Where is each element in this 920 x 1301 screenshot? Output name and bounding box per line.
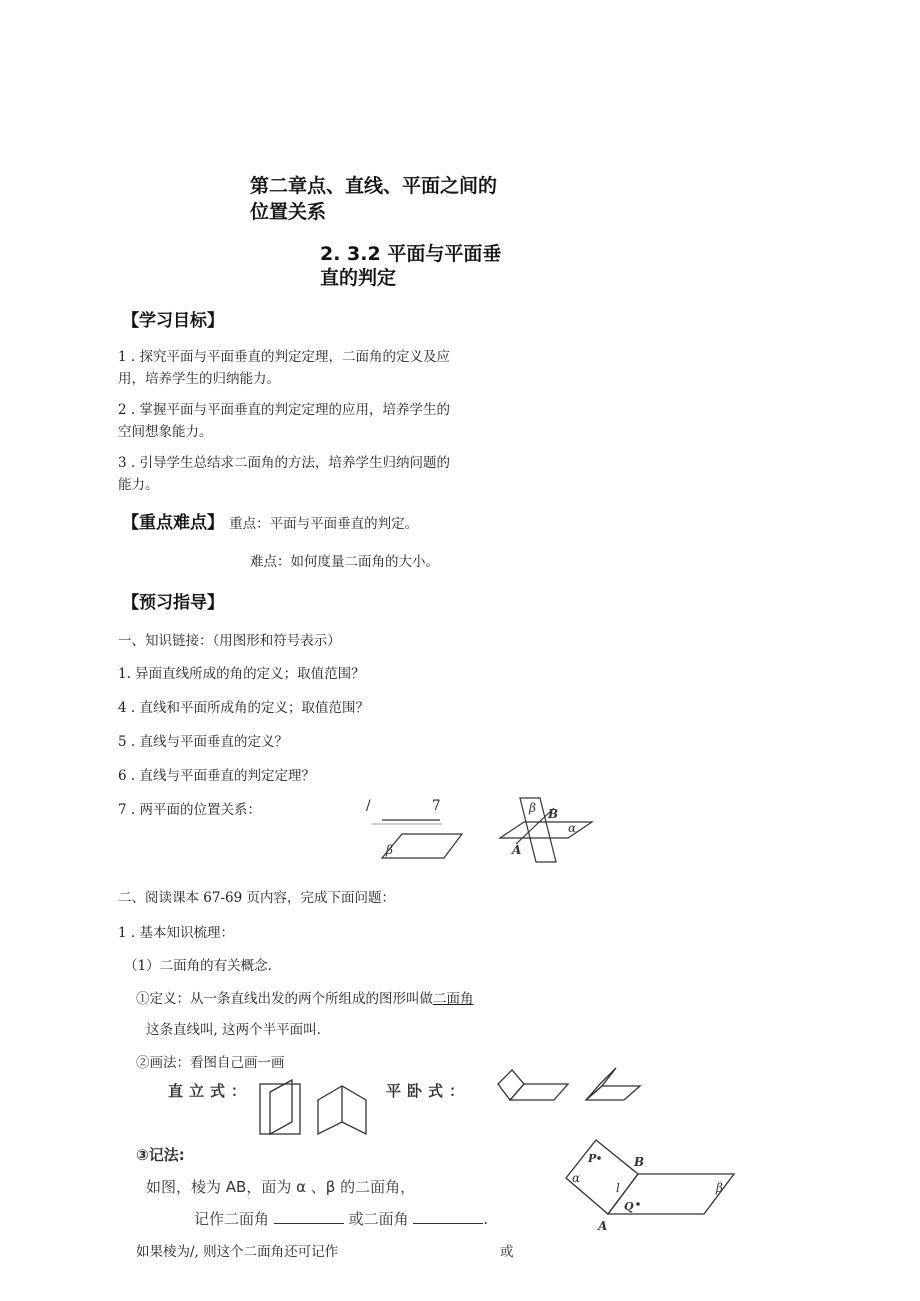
key-points-heading: 【重点难点】 xyxy=(122,513,224,533)
key-points-row xyxy=(122,508,418,533)
drawing-method: ②画法：看图自己画一画 xyxy=(136,1055,285,1071)
edge-l-label: l xyxy=(616,1181,620,1195)
plane-beta-label: β xyxy=(529,801,536,815)
part2-heading: 二、阅读课本 67-69 页内容，完成下面问题： xyxy=(118,890,395,906)
record-blank-2 xyxy=(413,1209,483,1224)
definition-term: 二面角 xyxy=(433,991,474,1007)
question-1: 1. 异面直线所成的角的定义；取值范围？ xyxy=(118,666,365,682)
record-or-text: 或二面角 xyxy=(348,1210,409,1228)
question-6: 6 . 直线与平面垂直的判定定理？ xyxy=(118,768,315,784)
preview-heading: 【预习指导】 xyxy=(122,593,224,613)
record-as-text: 记作二面角 xyxy=(194,1210,270,1228)
notation-heading: ③记法: xyxy=(136,1146,185,1164)
chapter-title-line2: 位置关系 xyxy=(250,201,327,223)
goal-item-1-line1: 1 . 探究平面与平面垂直的判定定理，二面角的定义及应 xyxy=(118,349,450,365)
intersecting-planes-figure xyxy=(494,794,598,868)
record-blank-1 xyxy=(274,1209,344,1224)
goal-item-2-line1: 2 . 掌握平面与平面垂直的判定定理的应用，培养学生的 xyxy=(118,402,450,418)
point-p-dot xyxy=(597,1156,601,1160)
parallel-planes-figure xyxy=(362,812,472,864)
notation-description: 如图，棱为 AB，面为 α 、β 的二面角， xyxy=(146,1178,416,1196)
key-point-text: 重点：平面与平面垂直的判定。 xyxy=(229,516,419,532)
q7-seven-mark: 7 xyxy=(432,798,441,814)
goals-heading: 【学习目标】 xyxy=(122,311,224,331)
half-plane-alpha-label: α xyxy=(572,1171,581,1185)
flat-style-label: 平卧式： xyxy=(386,1082,471,1100)
vertical-style-figures xyxy=(256,1078,386,1140)
difficult-point-text: 难点：如何度量二面角的大小。 xyxy=(250,554,439,570)
plane-alpha-label: α xyxy=(568,821,577,835)
half-plane-beta-label: β xyxy=(716,1181,723,1195)
point-p-label: P xyxy=(588,1152,597,1165)
dihedral-concept: （1）二面角的有关概念. xyxy=(124,958,272,974)
lower-plane-beta-label: β xyxy=(386,843,393,857)
chapter-title-line1: 第二章点、直线、平面之间的 xyxy=(250,175,498,197)
q7-slash-mark: / xyxy=(366,798,371,814)
question-7: 7 . 两平面的位置关系： xyxy=(118,802,261,818)
goal-item-1-line2: 用，培养学生的归纳能力。 xyxy=(118,371,280,387)
flat-fig1-upper xyxy=(498,1070,524,1100)
edge-point-b-label: B xyxy=(634,1155,645,1169)
edge-notation-line: 如果棱为/, 则这个二面角还可记作 xyxy=(136,1244,339,1260)
goal-item-2-line2: 空间想象能力。 xyxy=(118,424,213,440)
definition-line xyxy=(136,987,474,1007)
definition-prefix: ①定义：从一条直线出发的两个所组成的图形叫做 xyxy=(136,991,433,1007)
edge-notation-or: 或 xyxy=(500,1244,514,1260)
record-end-dot: . xyxy=(483,1210,489,1228)
vertical-fig1-back xyxy=(260,1084,300,1134)
point-b-label: B xyxy=(548,807,559,821)
flat-fig1-lower xyxy=(510,1084,568,1100)
notation-record-line xyxy=(194,1208,488,1229)
point-q-label: Q xyxy=(624,1200,634,1213)
lower-plane-beta xyxy=(382,834,462,858)
basic-knowledge: 1 . 基本知识梳理： xyxy=(118,925,234,941)
section-title-line2: 直的判定 xyxy=(320,267,397,289)
goal-item-2 xyxy=(118,399,450,443)
dihedral-angle-figure xyxy=(560,1136,740,1236)
section-title-line1: 2. 3.2 平面与平面垂 xyxy=(320,243,502,265)
point-q-dot xyxy=(636,1202,640,1206)
goal-item-3 xyxy=(118,452,450,496)
goal-item-3-line1: 3 . 引导学生总结求二面角的方法，培养学生归纳问题的 xyxy=(118,455,450,471)
flat-fig2-upper xyxy=(586,1068,616,1100)
question-4: 4 . 直线和平面所成角的定义；取值范围？ xyxy=(118,700,369,716)
goal-item-1 xyxy=(118,346,450,390)
edge-point-a-label: A xyxy=(598,1219,608,1233)
flat-style-figures xyxy=(492,1064,642,1116)
definition-line2: 这条直线叫, 这两个半平面叫. xyxy=(146,1022,321,1038)
point-a-label: A xyxy=(512,843,522,857)
part1-heading: 一、知识链接：（用图形和符号表示） xyxy=(118,633,341,649)
vertical-fig1-front xyxy=(270,1080,292,1134)
goal-item-3-line2: 能力。 xyxy=(118,477,159,493)
vertical-style-label: 直立式： xyxy=(168,1082,253,1100)
question-5: 5 . 直线与平面垂直的定义？ xyxy=(118,734,288,750)
